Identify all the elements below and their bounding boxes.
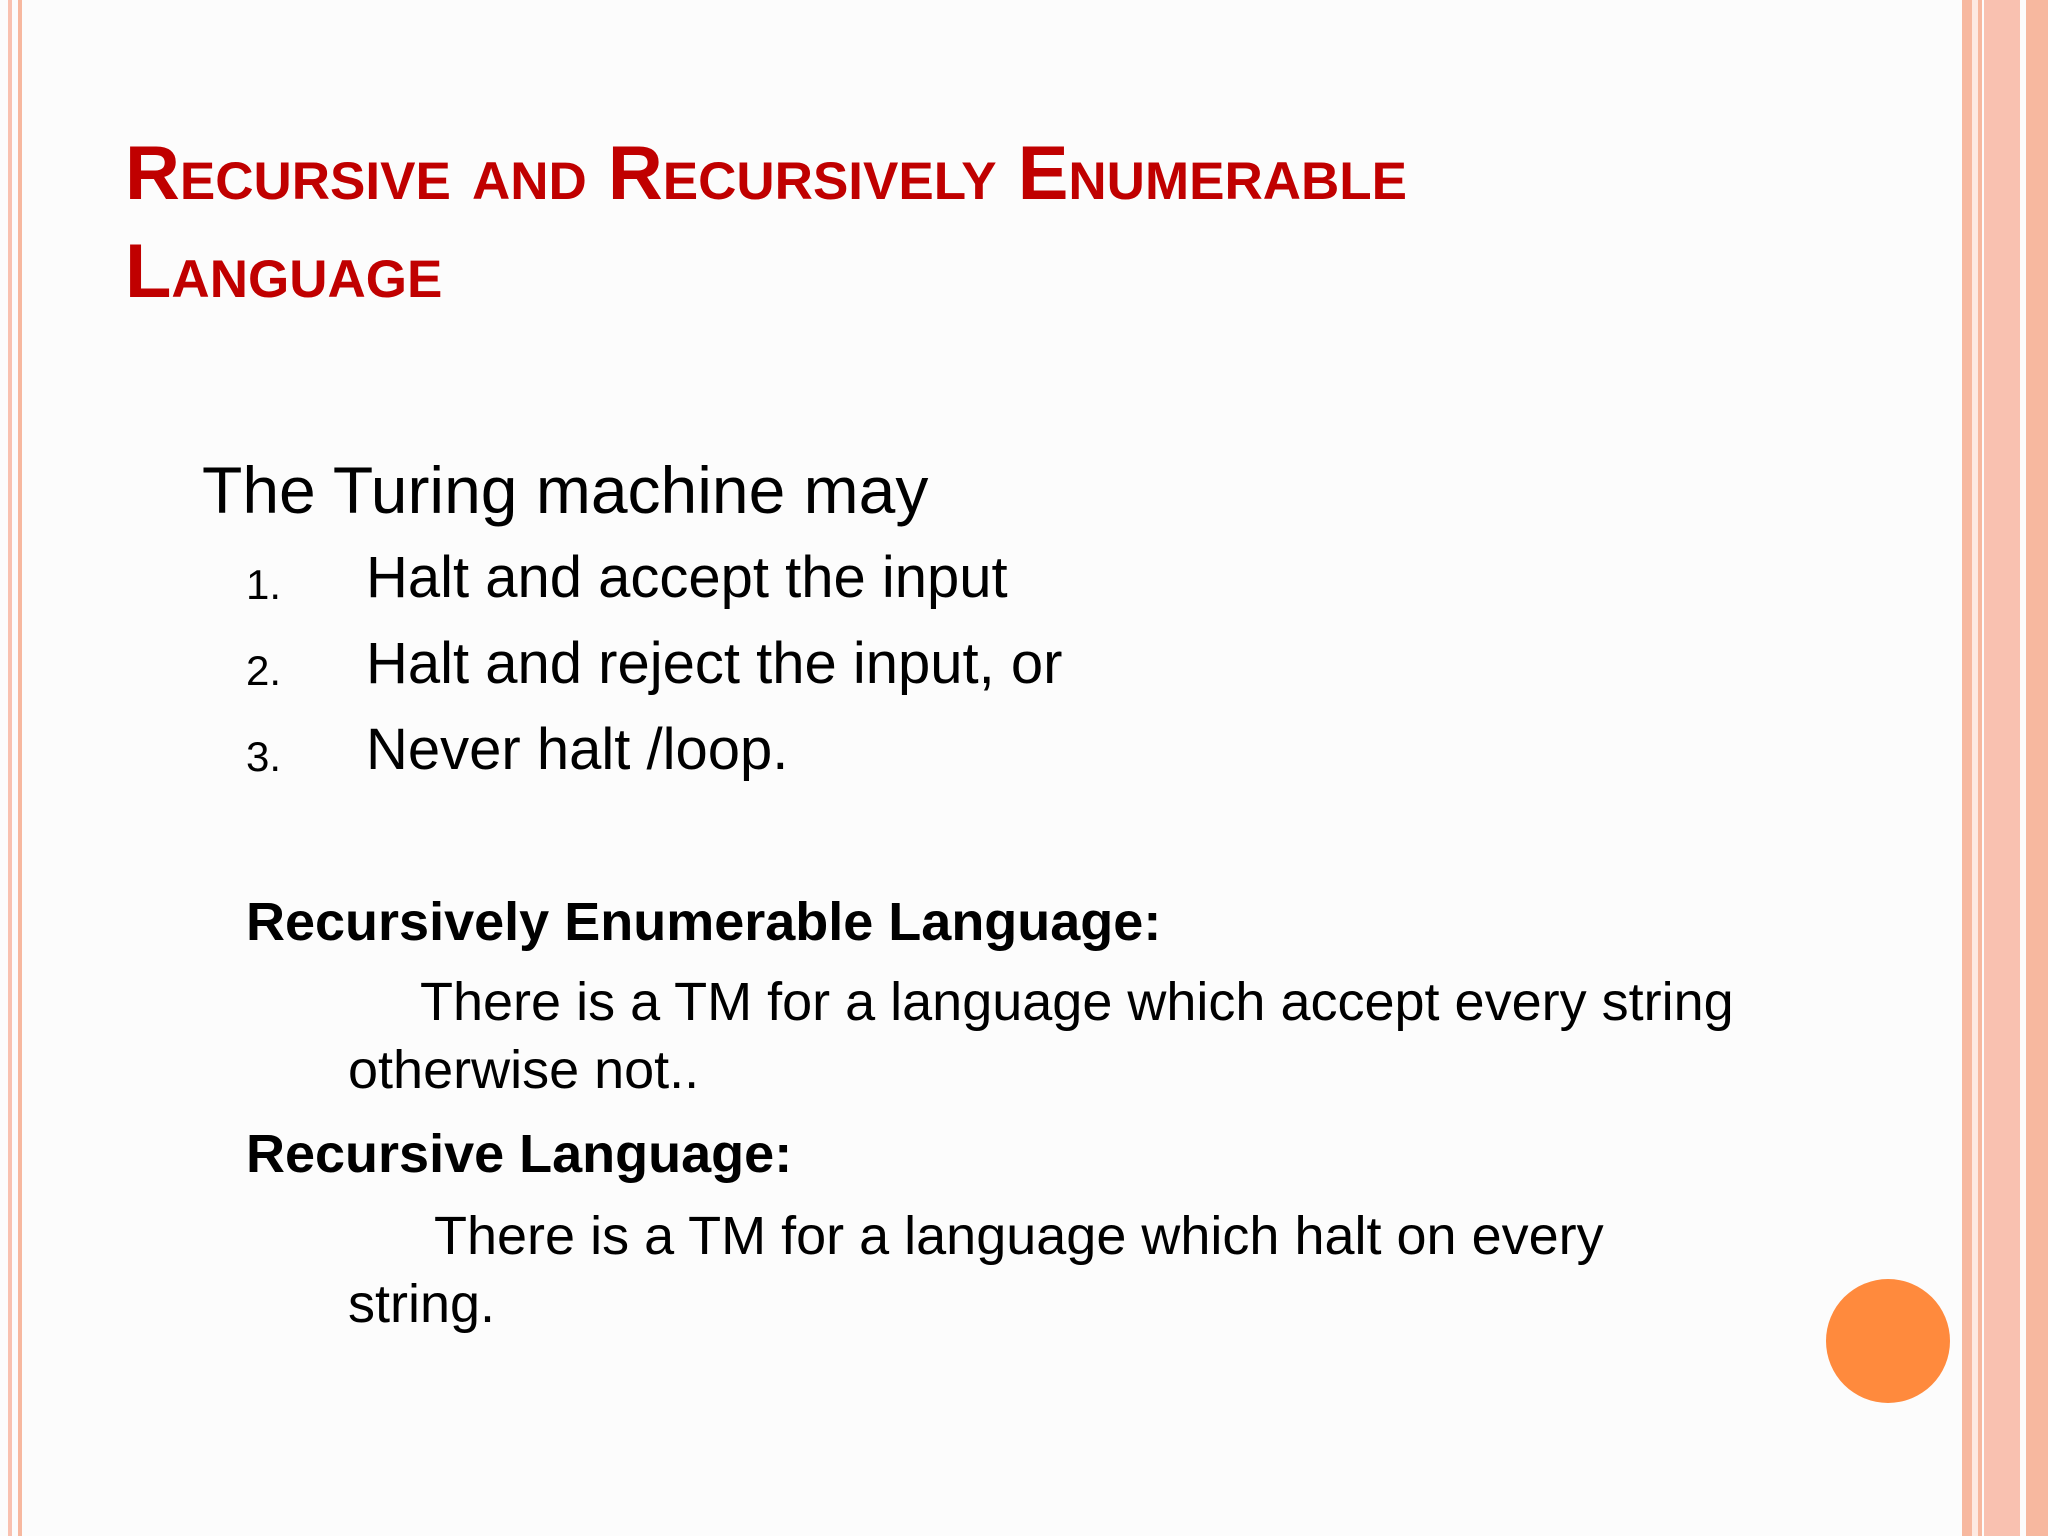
recursive-language-definition xyxy=(348,1202,1604,1338)
re-language-term: Recursively Enumerable Language: xyxy=(246,892,1162,952)
recursive-language-term: Recursive Language: xyxy=(246,1124,793,1184)
step-number: 1. xyxy=(246,561,282,608)
re-language-definition-line-2: otherwise not.. xyxy=(348,1040,700,1100)
step-number: 3. xyxy=(246,733,282,780)
slide-title-line-1: Recursive and Recursively Enumerable xyxy=(125,131,1407,216)
step-text: Never halt /loop. xyxy=(366,717,789,782)
recursive-language-definition-line-2: string. xyxy=(348,1274,496,1334)
slide-title-line-2: Language xyxy=(125,229,443,314)
re-language-definition-line-1: There is a TM for a language which accept every string xyxy=(420,972,1734,1032)
left-border-decoration xyxy=(0,0,26,1536)
intro-text: The Turing machine may xyxy=(202,453,929,527)
right-border-decoration xyxy=(1960,0,2048,1536)
re-language-definition xyxy=(348,968,1734,1104)
step-text: Halt and reject the input, or xyxy=(366,631,1063,696)
step-text: Halt and accept the input xyxy=(366,545,1008,610)
orange-circle-decoration xyxy=(1826,1279,1950,1403)
recursive-language-definition-line-1: There is a TM for a language which halt on every xyxy=(434,1206,1604,1266)
step-number: 2. xyxy=(246,647,282,694)
slide-title xyxy=(125,125,1725,321)
